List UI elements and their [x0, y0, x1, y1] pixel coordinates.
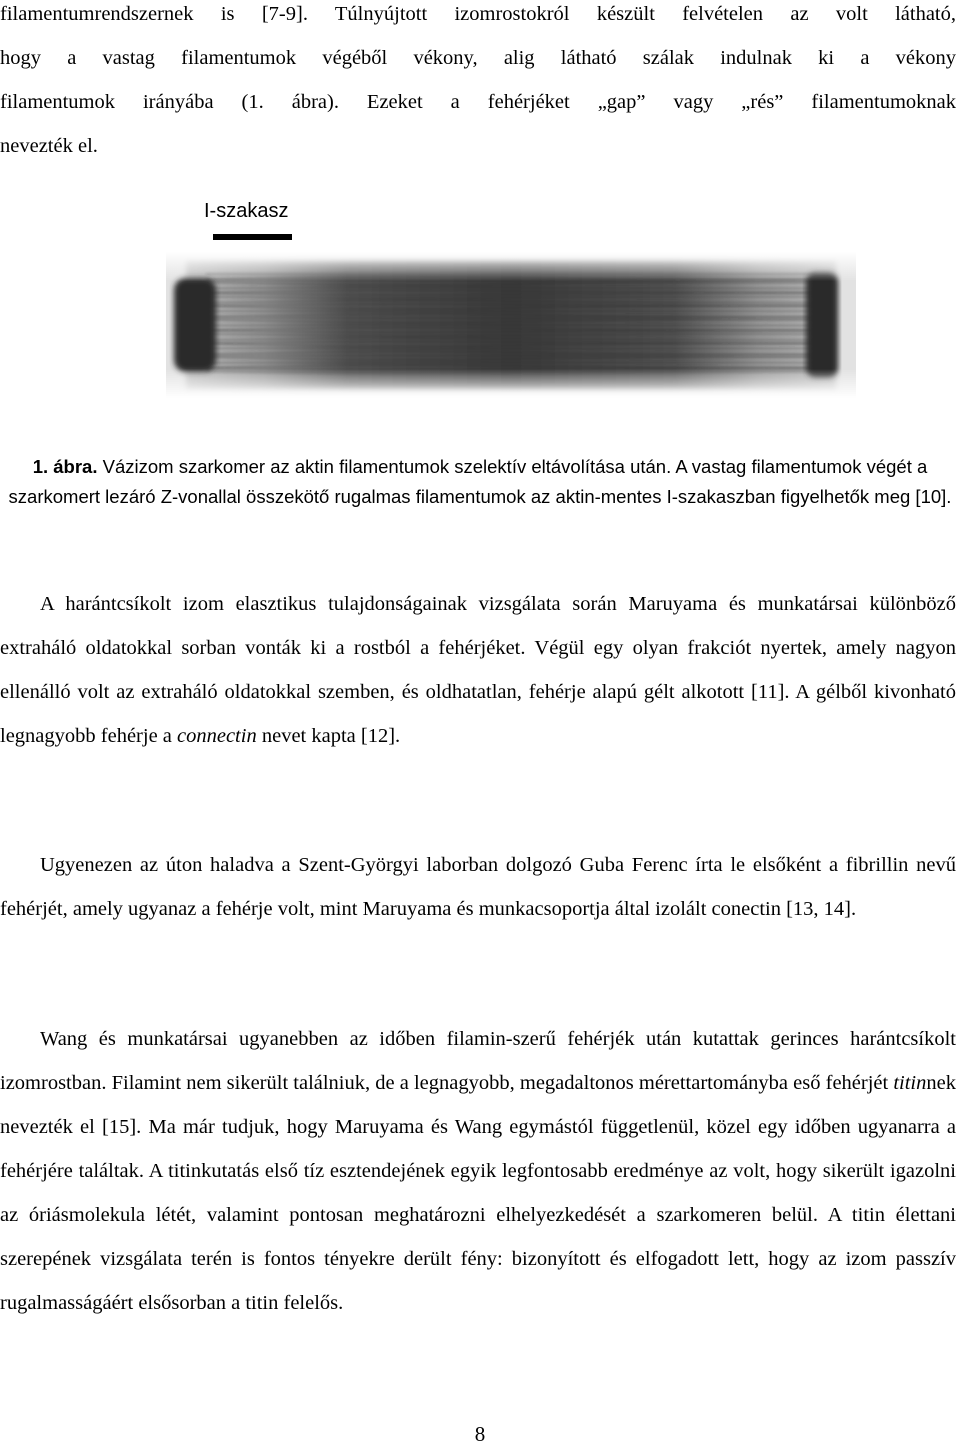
paragraph-text: Ugyenezen az úton haladva a Szent-Györgyi laborban dolgozó Guba Ferenc írta le elsőként a fibrillin nevű fehérjét, amely ugyanaz a fehérje volt, mint Maruyama és munkacsoportja által izolált conectin [13, 14].: [0, 854, 956, 920]
italic-term: connectin: [177, 725, 257, 747]
intro-line: filamentumrendszernek is [7-9]. Túlnyújtott izomrostokról készült felvételen az volt látható,: [0, 0, 956, 36]
intro-line: hogy a vastag filamentumok végéből vékony, alig látható szálak indulnak ki a vékony: [0, 36, 956, 80]
figure-1: [0, 196, 960, 446]
page-number: 8: [0, 1422, 960, 1447]
caption-label: 1. ábra.: [33, 456, 98, 477]
intro-line: nevezték el.: [0, 124, 956, 168]
sarcomere-micrograph: [166, 252, 856, 398]
intro-paragraph: [0, 0, 956, 168]
paragraph-3: [0, 1017, 956, 1325]
paragraph-1: [0, 582, 956, 758]
paragraph-text: A harántcsíkolt izom elasztikus tulajdonságainak vizsgálata során Maruyama és munkatársai különböző extraháló oldatokkal sorban vonták ki a rostból a fehérjéket. Végül egy olyan frakciót nyertek, amely nagyon ellenálló volt az extraháló oldatokkal szemben, és oldhatatlan, fehérje alapú gélt alkotott [11]. A gélből kivonható legnagyobb fehérje a: [0, 593, 956, 747]
caption-text: Vázizom szarkomer az aktin filamentumok szelektív eltávolítása után. A vastag filamentumok végét a szarkomert lezáró Z-vonallal összekötő rugalmas filamentumok az aktin-mentes I-szakaszban figyelhetők meg [10].: [9, 456, 952, 507]
scale-label: I-szakasz: [204, 200, 288, 223]
italic-term: titin: [893, 1072, 926, 1094]
intro-line: filamentumok irányába (1. ábra). Ezeket a fehérjéket „gap” vagy „rés” filamentumoknak: [0, 80, 956, 124]
paragraph-text: nevet kapta [12].: [257, 725, 400, 747]
paragraph-text: Wang és munkatársai ugyanebben az időben filamin-szerű fehérjék után kutattak gerinces harántcsíkolt izomrostban. Filamint nem sikerült találniuk, de a legnagyobb, megadaltonos mérettartományba eső fehérjét: [0, 1028, 956, 1094]
paragraph-2: [0, 843, 956, 931]
figure-caption: [0, 452, 960, 512]
scale-bar: [213, 234, 292, 240]
paragraph-text: nek nevezték el [15]. Ma már tudjuk, hogy Maruyama és Wang egymástól függetlenül, közel egy időben ugyanarra a fehérjére találtak. A titinkutatás első tíz esztendejének egyik legfontosabb eredménye az volt, hogy sikerült igazolni az óriásmolekula létét, valamint pontosan meghatározni elhelyezkedését a szarkomeren belül. A titin élettani szerepének vizsgálata terén is fontos tényekre derült fény: bizonyított és elfogadott lett, hogy az izom passzív rugalmasságáért elsősorban a titin felelős.: [0, 1072, 956, 1314]
